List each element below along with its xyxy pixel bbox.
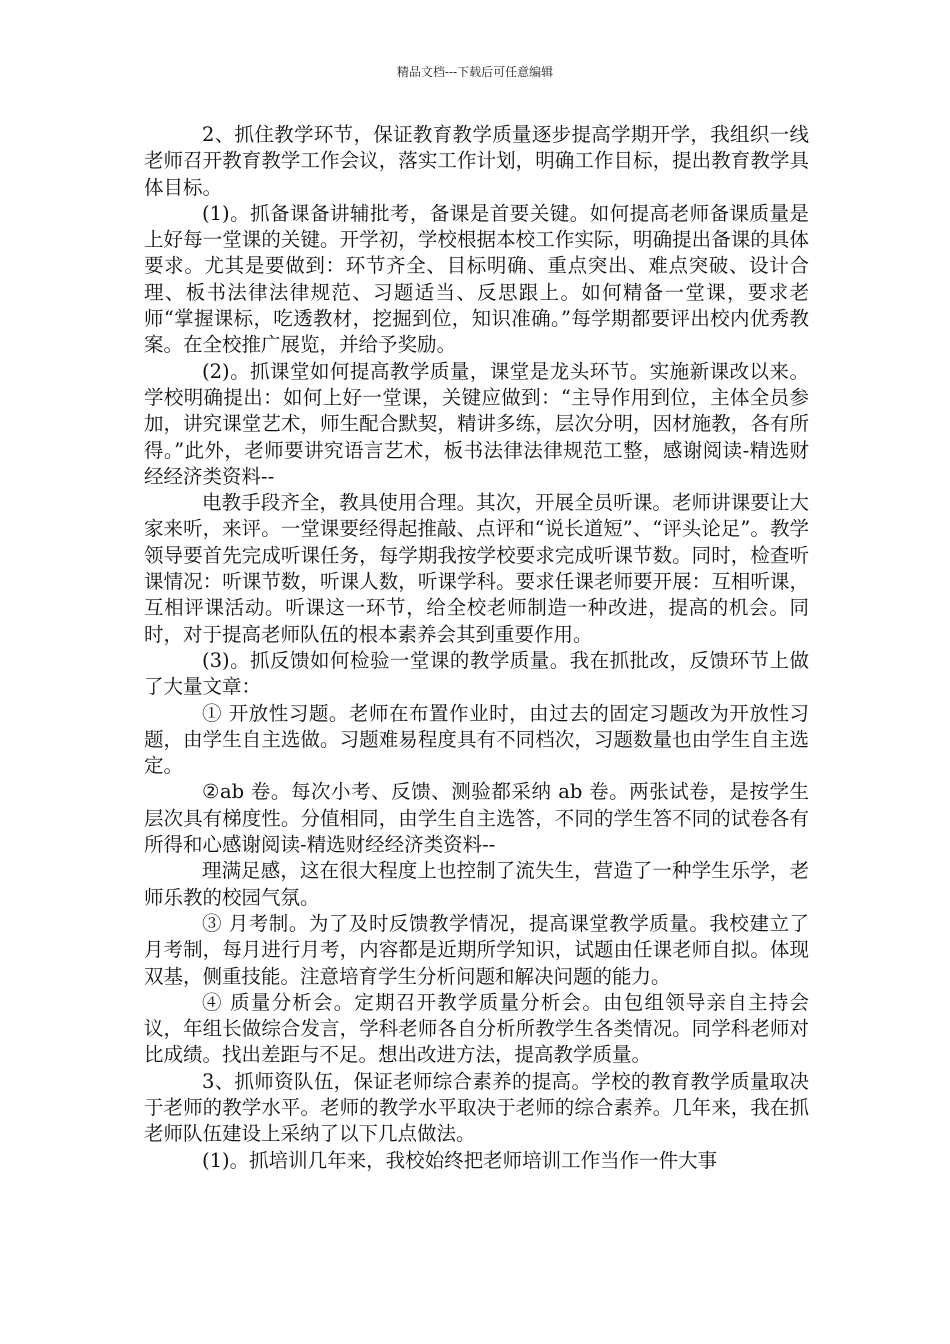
- paragraph: 2、抓住教学环节，保证教育教学质量逐步提高学期开学，我组织一线老师召开教育教学工作会议，落实工作计划，明确工作目标，提出教育教学具体目标。: [144, 123, 809, 199]
- paragraph: 理满足感，这在很大程度上也控制了流失生，营造了一种学生乐学，老师乐教的校园气氛。: [144, 859, 809, 909]
- paragraph: ③ 月考制。为了及时反馈教学情况，提高课堂教学质量。我校建立了月考制，每月进行月考，内容都是近期所学知识，试题由任课老师自拟。体现双基，侧重技能。注意培育学生分析问题和解决问题的能力。: [144, 911, 809, 988]
- paragraph: (1)。抓培训几年来，我校始终把老师培训工作当作一件大事: [202, 1148, 718, 1172]
- paragraph: ① 开放性习题。老师在布置作业时，由过去的固定习题改为开放性习题，由学生自主选做。习题难易程度具有不同档次，习题数量也由学生自主选定。: [144, 701, 809, 778]
- page-header: 精品文档---下载后可任意编辑: [396, 65, 554, 79]
- paragraph: (1)。抓备课备讲辅批考，备课是首要关键。如何提高老师备课质量是上好每一堂课的关键。开学初，学校根据本校工作实际，明确提出备课的具体要求。尤其是要做到：环节齐全、目标明确、重点突出、难点突破、设计合理、板书法律法律规范、习题适当、反思跟上。如何精备一堂课，要求老师“掌握课标，吃透教材，挖掘到位，知识准确。”每学期都要评出校内优秀教案。在全校推广展览，并给予奖励。: [144, 201, 809, 357]
- paragraph: (3)。抓反馈如何检验一堂课的教学质量。我在抓批改，反馈环节上做了大量文章：: [144, 648, 809, 699]
- paragraph: ④ 质量分析会。定期召开教学质量分析会。由包组领导亲自主持会议，年组长做综合发言，学科老师各自分析所教学生各类情况。同学科老师对比成绩。找出差距与不足。想出改进方法，提高教学质量。: [144, 990, 809, 1067]
- paragraph: ②ab 卷。每次小考、反馈、测验都采纳 ab 卷。两张试卷，是按学生层次具有梯度性。分值相同，由学生自主选答，不同的学生答不同的试卷各有所得和心感谢阅读-精选财经经济类资料--: [144, 780, 809, 857]
- paragraph: (2)。抓课堂如何提高教学质量，课堂是龙头环节。实施新课改以来。学校明确提出：如何上好一堂课，关键应做到：“主导作用到位，主体全员参加，讲究课堂艺术，师生配合默契，精讲多练，层次分明，因材施教，各有所得。”此外，老师要讲究语言艺术，板书法律法律规范工整，感谢阅读-精选财经经济类资料--: [144, 359, 809, 488]
- document-body: [144, 122, 809, 1174]
- paragraph: 电教手段齐全，教具使用合理。其次，开展全员听课。老师讲课要让大家来听，来评。一堂课要经得起推敲、点评和“说长道短”、“评头论足”。教学领导要首先完成听课任务，每学期我按学校要求完成听课节数。同时，检查听课情况：听课节数，听课人数，听课学科。要求任课老师要开展：互相听课，互相评课活动。听课这一环节，给全校老师制造一种改进，提高的机会。同时，对于提高老师队伍的根本素养会其到重要作用。: [144, 491, 809, 646]
- paragraph: 3、抓师资队伍，保证老师综合素养的提高。学校的教育教学质量取决于老师的教学水平。老师的教学水平取决于老师的综合素养。几年来，我在抓老师队伍建设上采纳了以下几点做法。: [144, 1069, 809, 1146]
